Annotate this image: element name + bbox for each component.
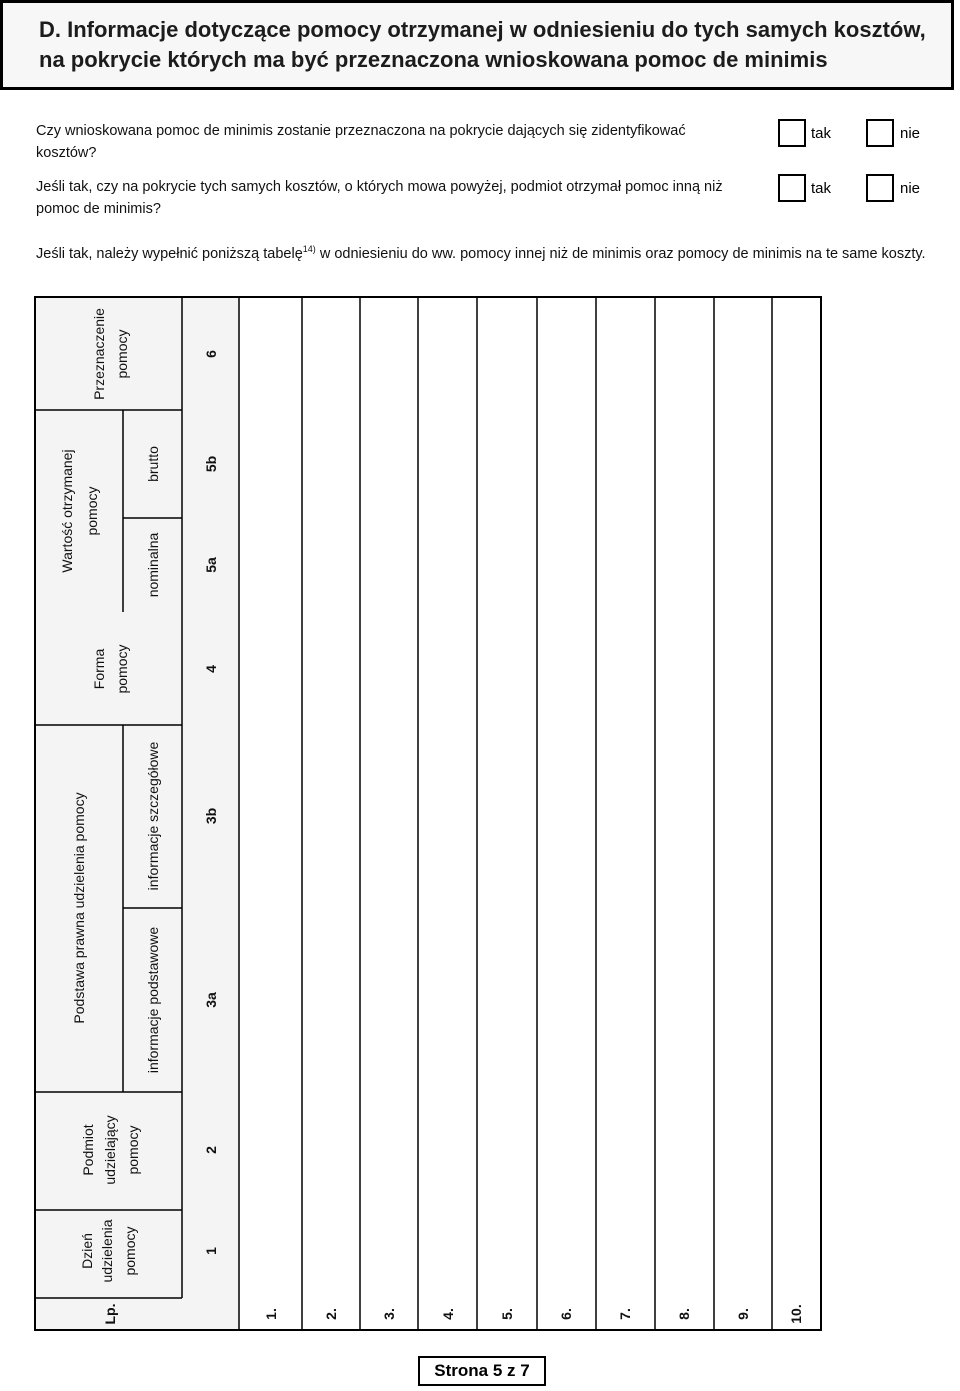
- section-title: D. Informacje dotyczące pomocy otrzymanej w odniesieniu do tych samych kosztów, na pokrycie których ma być przeznaczona wnioskowana pomoc de minimis: [39, 17, 926, 72]
- label-q2-yes: tak: [811, 180, 832, 197]
- col-number-3b: 3b: [203, 807, 219, 825]
- row-label-6: 6.: [558, 1308, 574, 1320]
- col5b-header: brutto: [145, 446, 161, 482]
- col5-line2: pomocy: [84, 486, 100, 536]
- col6-line2: pomocy: [114, 329, 130, 379]
- row-label-10: 10.: [788, 1304, 804, 1324]
- col-number-5b: 5b: [203, 455, 219, 473]
- page-number: Strona 5 z 7: [418, 1356, 546, 1386]
- row-label-9: 9.: [735, 1308, 751, 1320]
- col1-line2: udzielenia: [99, 1219, 115, 1283]
- col2-line1: Podmiot: [80, 1124, 96, 1176]
- col-number-2: 2: [203, 1146, 219, 1154]
- question-costs-identifiable: Czy wnioskowana pomoc de minimis zostanie przeznaczona na pokrycie dających się zidentyfikować kosztów?: [36, 123, 686, 161]
- lp-header: Lp.: [102, 1303, 118, 1325]
- label-q2-no: nie: [900, 180, 921, 197]
- col5-line1: Wartość otrzymanej: [59, 449, 75, 573]
- col3-header: Podstawa prawna udzielenia pomocy: [71, 792, 87, 1024]
- col3b-header: informacje szczegółowe: [145, 741, 161, 891]
- col-number-5a: 5a: [203, 557, 219, 573]
- footnote-ref: 14): [302, 244, 316, 254]
- col-number-4: 4: [203, 665, 219, 673]
- row-label-3: 3.: [381, 1308, 397, 1320]
- instruction-text-start: Jeśli tak, należy wypełnić poniższą tabelę: [36, 245, 303, 262]
- col5a-header: nominalna: [145, 532, 161, 598]
- col3a-header: informacje podstawowe: [145, 926, 161, 1074]
- question-other-aid: Jeśli tak, czy na pokrycie tych samych kosztów, o których mowa powyżej, podmiot otrzymał pomoc inną niż pomoc de minimis?: [36, 179, 723, 217]
- label-q1-yes: tak: [811, 125, 832, 142]
- col-number-3a: 3a: [203, 992, 219, 1008]
- col6-line1: Przeznaczenie: [91, 308, 107, 400]
- col1-line3: pomocy: [122, 1226, 138, 1276]
- col-number-1: 1: [203, 1247, 219, 1255]
- col-number-6: 6: [203, 350, 219, 358]
- col4-line2: pomocy: [114, 644, 130, 694]
- col2-line3: pomocy: [125, 1125, 141, 1175]
- instruction-text-end: w odniesieniu do ww. pomocy innej niż de minimis oraz pomocy de minimis na te same koszty.: [315, 245, 926, 262]
- row-label-1: 1.: [263, 1308, 279, 1320]
- label-q1-no: nie: [900, 125, 921, 142]
- row-label-7: 7.: [617, 1308, 633, 1320]
- row-label-8: 8.: [676, 1308, 692, 1320]
- col4-line1: Forma: [91, 648, 107, 690]
- row-label-5: 5.: [499, 1308, 515, 1320]
- row-label-2: 2.: [323, 1308, 339, 1320]
- row-label-4: 4.: [440, 1308, 456, 1320]
- col2-line2: udzielający: [102, 1115, 118, 1185]
- col1-line1: Dzień: [79, 1233, 95, 1269]
